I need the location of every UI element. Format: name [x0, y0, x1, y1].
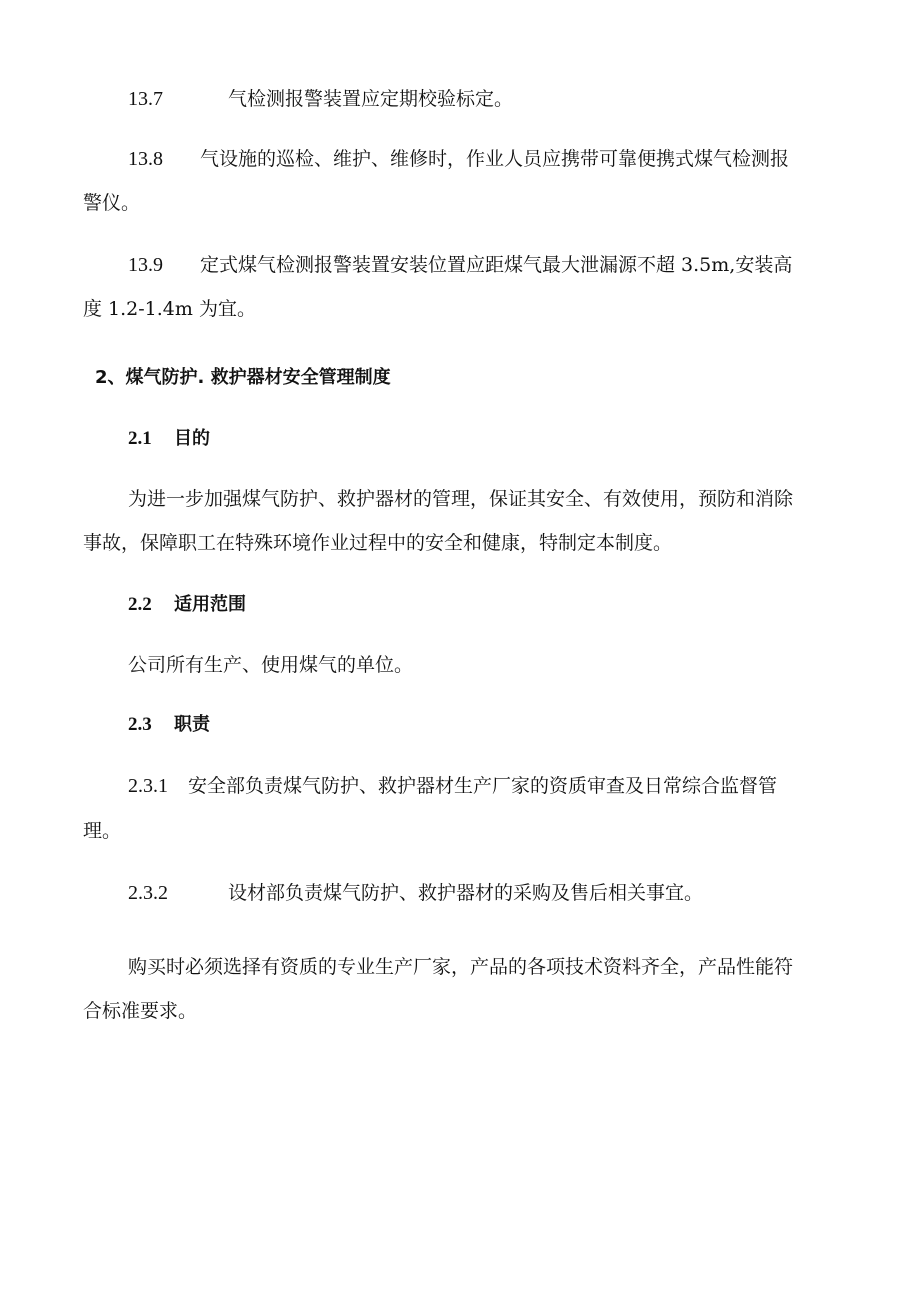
- item-text: 度 1.2-1.4m 为宜。: [83, 298, 256, 320]
- section-2-2-heading: [128, 592, 246, 618]
- section-2-1-heading: [128, 426, 210, 452]
- purchase-paragraph-line-1: [128, 954, 793, 980]
- item-text: 理。: [83, 820, 122, 842]
- item-text: 定式煤气检测报警装置安装位置应距煤气最大泄漏源不超 3.5m,安装高: [200, 254, 793, 276]
- section-number: 2.2: [128, 594, 152, 615]
- section-2-1-paragraph-line-2: [83, 530, 672, 556]
- paragraph-text: 购买时必须选择有资质的专业生产厂家，产品的各项技术资料齐全，产品性能符: [128, 956, 794, 978]
- item-13-8-line-2: [83, 190, 140, 216]
- section-number: 2.1: [128, 428, 152, 449]
- item-number: 13.8: [128, 148, 163, 170]
- section-2-2-paragraph: [128, 652, 413, 678]
- section-2-1-paragraph-line-1: [128, 486, 793, 512]
- purchase-paragraph-line-2: [83, 998, 197, 1024]
- item-number: 13.9: [128, 254, 163, 276]
- item-13-9-line-1: [128, 252, 792, 278]
- section-title: 职责: [174, 714, 210, 735]
- item-text: 警仪。: [83, 192, 141, 214]
- section-title: 适用范围: [174, 594, 246, 615]
- item-13-9-line-2: [83, 296, 256, 322]
- paragraph-text: 公司所有生产、使用煤气的单位。: [128, 654, 414, 676]
- item-text: 设材部负责煤气防护、救护器材的采购及售后相关事宜。: [228, 882, 704, 904]
- section-number: 2.3: [128, 714, 152, 735]
- item-2-3-1-line-2: [83, 818, 121, 844]
- item-text: 气检测报警装置应定期校验标定。: [228, 88, 514, 110]
- section-2-heading: [95, 365, 391, 391]
- item-text: 气设施的巡检、维护、维修时，作业人员应携带可靠便携式煤气检测报: [200, 148, 790, 170]
- item-13-7: [128, 86, 513, 112]
- item-number: 13.7: [128, 88, 163, 110]
- item-number: 2.3.2: [128, 882, 168, 904]
- item-13-8-line-1: [128, 146, 789, 172]
- section-title: 2、煤气防护. 救护器材安全管理制度: [95, 367, 391, 388]
- item-2-3-1-line-1: [128, 773, 777, 799]
- section-title: 目的: [174, 428, 210, 449]
- paragraph-text: 合标准要求。: [83, 1000, 198, 1022]
- item-2-3-2: [128, 880, 703, 906]
- item-text: 安全部负责煤气防护、救护器材生产厂家的资质审查及日常综合监督管: [188, 775, 778, 797]
- paragraph-text: 为进一步加强煤气防护、救护器材的管理，保证其安全、有效使用，预防和消除: [128, 488, 794, 510]
- paragraph-text: 事故，保障职工在特殊环境作业过程中的安全和健康，特制定本制度。: [83, 532, 673, 554]
- item-number: 2.3.1: [128, 775, 168, 797]
- section-2-3-heading: [128, 712, 210, 738]
